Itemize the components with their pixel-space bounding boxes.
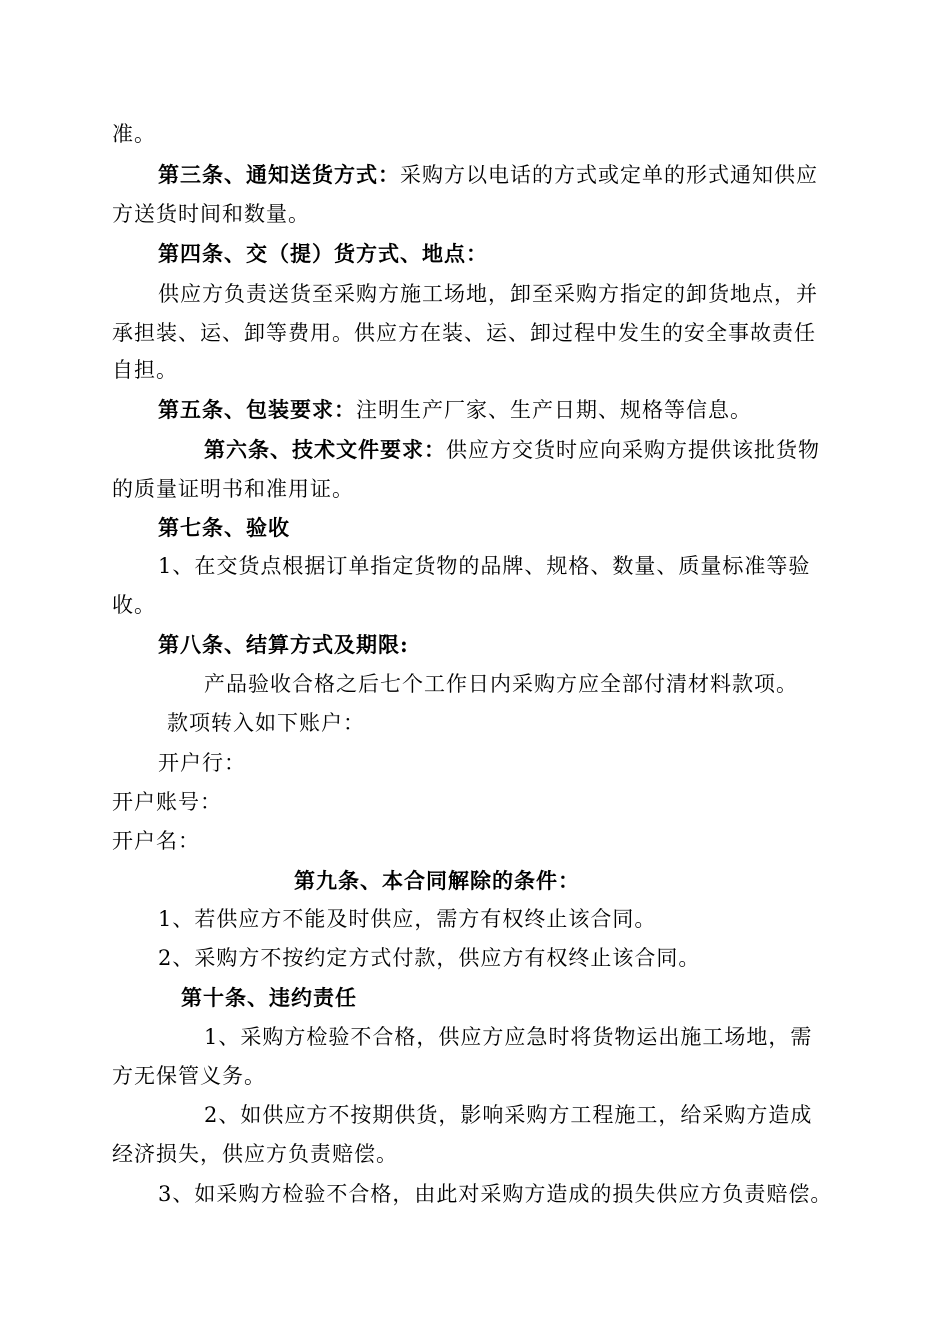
text-line (158, 281, 818, 307)
clause-text: 采购方以电话的方式或定单的形式通知供应 (400, 163, 818, 187)
text-line (204, 1024, 812, 1050)
line-text: 自担。 (112, 358, 178, 382)
clause-heading: 第三条、通知送货方式： (158, 162, 400, 187)
text-line (112, 828, 200, 854)
text-line (112, 320, 816, 346)
line-text: 产品验收合格之后七个工作日内采购方应全部付清材料款项。 (204, 672, 798, 696)
text-line (158, 1181, 832, 1207)
clause-9-line (294, 868, 580, 894)
line-text: 供应方负责送货至采购方施工场地，卸至采购方指定的卸货地点，并 (158, 282, 818, 306)
text-line (158, 906, 656, 932)
text-line (158, 750, 246, 776)
line-text: 承担装、运、卸等费用。供应方在装、运、卸过程中发生的安全事故责任 (112, 321, 816, 345)
clause-text: 注明生产厂家、生产日期、规格等信息。 (356, 398, 752, 422)
line-text: 1、采购方检验不合格，供应方应急时将货物运出施工场地，需 (204, 1025, 813, 1049)
line-text: 开户账号： (112, 790, 222, 814)
clause-heading: 第六条、技术文件要求： (204, 437, 446, 462)
line-text: 2、采购方不按约定方式付款，供应方有权终止该合同。 (158, 946, 701, 970)
text-line (204, 1102, 812, 1128)
line-text: 的质量证明书和准用证。 (112, 477, 354, 501)
clause-8-line (158, 632, 409, 658)
line-text: 1、在交货点根据订单指定货物的品牌、规格、数量、质量标准等验 (158, 554, 811, 578)
text-line (158, 553, 810, 579)
clause-5-line (158, 397, 752, 423)
clause-4-line (158, 241, 488, 267)
text-line (112, 1141, 398, 1167)
line-text: 方送货时间和数量。 (112, 202, 310, 226)
line-text: 开户行： (158, 751, 246, 775)
clause-heading: 第八条、结算方式及期限: (158, 632, 409, 657)
clause-6-line (204, 437, 820, 463)
text-line (167, 710, 365, 736)
text-line (112, 789, 222, 815)
text-line (112, 121, 156, 147)
clause-heading: 第九条、本合同解除的条件： (294, 868, 580, 893)
text-line (112, 1063, 266, 1089)
clause-heading: 第七条、验收 (158, 515, 290, 540)
line-text: 准。 (112, 122, 156, 146)
clause-heading: 第四条、交（提）货方式、地点： (158, 241, 488, 266)
line-text: 1、若供应方不能及时供应，需方有权终止该合同。 (158, 907, 657, 931)
clause-10-line (181, 985, 357, 1011)
text-line (158, 945, 700, 971)
line-text: 款项转入如下账户： (167, 711, 365, 735)
clause-7-line (158, 515, 290, 541)
clause-heading: 第五条、包装要求： (158, 397, 356, 422)
line-text: 开户名： (112, 829, 200, 853)
text-line (112, 357, 178, 383)
text-line (112, 201, 310, 227)
clause-3-line (158, 162, 818, 188)
text-line (112, 592, 156, 618)
clause-text: 供应方交货时应向采购方提供该批货物 (446, 438, 820, 462)
line-text: 方无保管义务。 (112, 1064, 266, 1088)
line-text: 2、如供应方不按期供货，影响采购方工程施工，给采购方造成 (204, 1103, 813, 1127)
text-line (204, 671, 798, 697)
line-text: 经济损失，供应方负责赔偿。 (112, 1142, 398, 1166)
line-text: 收。 (112, 593, 156, 617)
clause-heading: 第十条、违约责任 (181, 985, 357, 1010)
line-text: 3、如采购方检验不合格，由此对采购方造成的损失供应方负责赔偿。 (158, 1182, 833, 1206)
text-line (112, 476, 354, 502)
